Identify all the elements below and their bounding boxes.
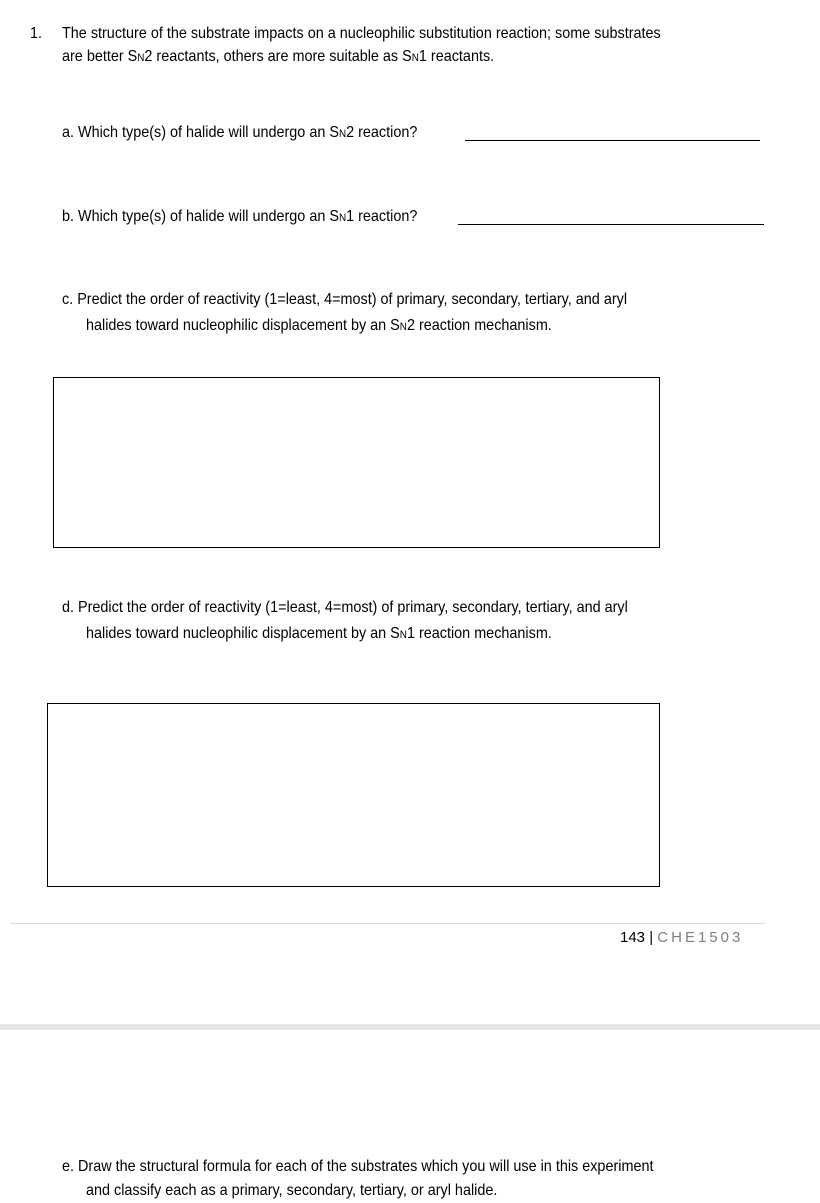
course-code: CHE1503 (657, 929, 744, 946)
part-d-answer-box[interactable] (47, 703, 660, 887)
page-144 (0, 1030, 820, 1203)
part-a-text-a: a. Which type(s) of halide will undergo an S (62, 124, 339, 141)
footer-rule (10, 923, 765, 924)
question-intro-line2 (62, 44, 494, 71)
part-b-text-a: b. Which type(s) of halide will undergo an S (62, 208, 339, 225)
part-c-text-b: 2 reaction mechanism. (406, 317, 552, 334)
part-a-question (62, 120, 417, 147)
part-a-subscript: N (338, 128, 347, 140)
page-number: 143 (620, 929, 646, 946)
part-e-line2: and classify each as a primary, secondary, tertiary, or aryl halide. (86, 1182, 498, 1199)
question-number: 1. (30, 25, 43, 42)
part-c-answer-box[interactable] (53, 377, 660, 548)
part-d-text-a: halides toward nucleophilic displacement by an S (86, 625, 400, 642)
part-b-question (62, 204, 417, 231)
part-a-text-b: 2 reaction? (346, 124, 418, 141)
intro-subscript-n2: N (411, 52, 419, 64)
part-d-line1: d. Predict the order of reactivity (1=least, 4=most) of primary, secondary, tertiary, and aryl (62, 599, 628, 616)
part-c-line1: c. Predict the order of reactivity (1=least, 4=most) of primary, secondary, tertiary, and aryl (62, 291, 628, 308)
part-e-line1: e. Draw the structural formula for each of the substrates which you will use in this experiment (62, 1158, 654, 1175)
intro-text-c: 1 reactants. (418, 48, 495, 65)
intro-text-b: 2 reactants, others are more suitable as S (144, 48, 412, 65)
part-c-subscript: N (399, 321, 407, 333)
part-b-subscript: N (338, 212, 347, 224)
part-d-subscript: N (399, 629, 407, 641)
intro-text-a: are better S (62, 48, 138, 65)
question-intro-line1: The structure of the substrate impacts on a nucleophilic substitution reaction; some substrates (62, 25, 661, 42)
part-d-text-b: 1 reaction mechanism. (406, 625, 552, 642)
part-d-line2 (86, 621, 552, 648)
part-a-answer-line[interactable] (465, 140, 760, 141)
page-footer (620, 928, 743, 948)
footer-separator: | (649, 929, 654, 946)
part-b-text-b: 1 reaction? (346, 208, 418, 225)
intro-subscript-n1: N (137, 52, 145, 64)
part-b-answer-line[interactable] (458, 224, 764, 225)
part-c-line2 (86, 313, 552, 340)
part-c-text-a: halides toward nucleophilic displacement by an S (86, 317, 400, 334)
